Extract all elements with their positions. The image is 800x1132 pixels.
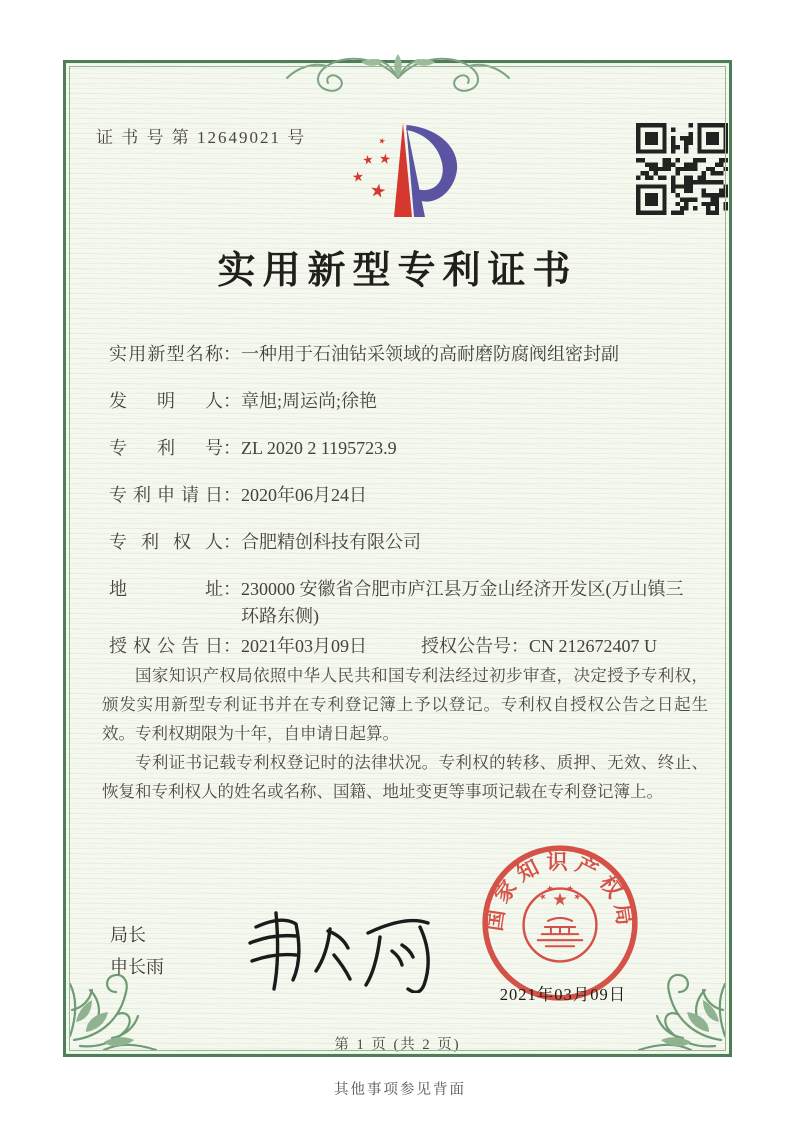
svg-text:国家知识产权局 [482, 850, 638, 933]
top-border-ornament-icon [273, 48, 523, 100]
field-value: 230000 安徽省合肥市庐江县万金山经济开发区(万山镇三环路东侧) [241, 579, 684, 626]
field-colon: ： [223, 532, 241, 552]
grant-number-pair [421, 633, 657, 660]
field-row-inventors [109, 388, 709, 415]
cnipa-logo-icon [346, 119, 468, 223]
officer-name: 申长雨 [110, 957, 164, 977]
officer-block [110, 919, 164, 983]
seal-date: 2021年03月09日 [499, 985, 627, 1004]
certificate-title: 实用新型专利证书 [217, 250, 578, 292]
field-label: 授权公告号 [421, 636, 511, 656]
field-label: 地址 [109, 579, 223, 599]
legal-paragraph-1: 国家知识产权局依照中华人民共和国专利法经过初步审查，决定授予专利权，颁发实用新型专利证书并在专利登记簿上予以登记。专利权自授权公告之日起生效。专利权期限为十年，自申请日起算。 [102, 666, 708, 743]
field-colon: ： [223, 636, 241, 656]
officer-title: 局长 [110, 925, 146, 945]
page-number: 第 1 页 (共 2 页) [334, 1037, 461, 1053]
legal-text-block [102, 661, 708, 806]
grant-date-value: 2021年03月09日 [241, 636, 367, 656]
field-label: 发明人 [109, 391, 223, 411]
field-colon: ： [223, 391, 241, 411]
field-row-address [109, 576, 709, 630]
field-row-grant [109, 633, 709, 660]
field-colon: ： [223, 579, 241, 599]
fields-block [109, 341, 709, 680]
grant-number-value: CN 212672407 U [529, 636, 658, 656]
field-value: 2020年06月24日 [241, 485, 367, 505]
field-value: 一种用于石油钻采领域的高耐磨防腐阀组密封副 [241, 344, 619, 364]
certificate-frame [63, 60, 732, 1057]
field-label: 实用新型名称 [109, 344, 223, 364]
seal-text: 国家知识产权局 [482, 850, 638, 933]
field-colon: ： [223, 485, 241, 505]
field-label: 专利号 [109, 438, 223, 458]
field-value: 合肥精创科技有限公司 [241, 532, 421, 552]
field-label: 专利申请日 [109, 485, 223, 505]
legal-paragraph-2: 专利证书记载专利权登记时的法律状况。专利权的转移、质押、无效、终止、恢复和专利权人的姓名或名称、国籍、地址变更等事项记载在专利登记簿上。 [102, 753, 708, 801]
back-note: 其他事项参见背面 [334, 1082, 466, 1098]
qr-code [636, 123, 728, 215]
field-label: 授权公告日 [109, 636, 223, 656]
field-row-patentee [109, 529, 709, 556]
officer-signature-icon [234, 903, 434, 993]
field-colon: ： [223, 438, 241, 458]
field-row-name [109, 341, 709, 368]
field-colon: ： [223, 344, 241, 364]
field-row-filing-date [109, 482, 709, 509]
field-colon: ： [511, 636, 529, 656]
certificate-number: 证 书 号 第 12649021 号 [96, 128, 307, 147]
field-value: ZL 2020 2 1195723.9 [241, 438, 397, 458]
field-row-patent-number [109, 435, 709, 462]
field-value: 章旭;周运尚;徐艳 [241, 391, 378, 411]
field-label: 专利权人 [109, 532, 223, 552]
